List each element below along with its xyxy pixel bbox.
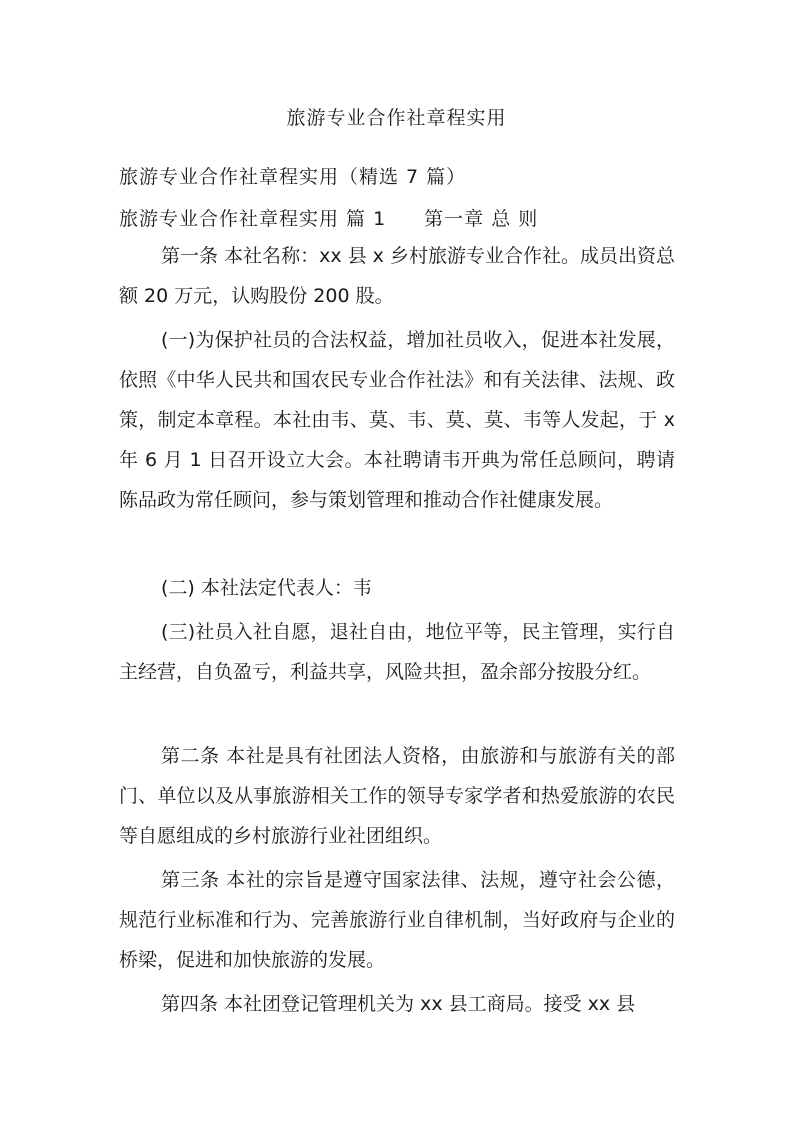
section-heading: 旅游专业合作社章程实用 篇 1 (119, 208, 387, 230)
chapter-heading: 第一章 总 则 (424, 208, 539, 230)
paragraph-clause-3: (三)社员入社自愿，退社自由，地位平等，民主管理，实行自主经营，自负盈亏，利益共享，风险共担，盈余部分按股分红。 (119, 621, 675, 683)
document-subtitle: 旅游专业合作社章程实用（精选 7 篇） (119, 166, 467, 188)
paragraph-article-3: 第三条 本社的宗旨是遵守国家法律、法规，遵守社会公德，规范行业标准和行为、完善旅游行业自律机制，当好政府与企业的桥梁，促进和加快旅游的发展。 (119, 869, 675, 971)
section-heading-line (119, 204, 538, 231)
paragraph-clause-1: (一)为保护社员的合法权益，增加社员收入，促进本社发展，依照《中华人民共和国农民专业合作社法》和有关法律、法规、政策，制定本章程。本社由韦、莫、韦、莫、莫、韦等人发起，于 x 年 6 月 1 日召开设立大会。本社聘请韦开典为常任总顾问，聘请陈品政为常任顾问，参与策划管理和推动合作社健康发展。 (119, 329, 675, 511)
paragraph-article-2: 第二条 本社是具有社团法人资格，由旅游和与旅游有关的部门、单位以及从事旅游相关工作的领导专家学者和热爱旅游的农民等自愿组成的乡村旅游行业社团组织。 (119, 745, 675, 847)
paragraph-article-1: 第一条 本社名称：xx 县 x 乡村旅游专业合作社。成员出资总额 20 万元，认购股份 200 股。 (119, 245, 675, 307)
paragraph-article-4: 第四条 本社团登记管理机关为 xx 县工商局。接受 xx 县 (161, 993, 636, 1015)
document-title: 旅游专业合作社章程实用 (286, 107, 507, 129)
paragraph-clause-2: (二) 本社法定代表人：韦 (161, 577, 372, 599)
